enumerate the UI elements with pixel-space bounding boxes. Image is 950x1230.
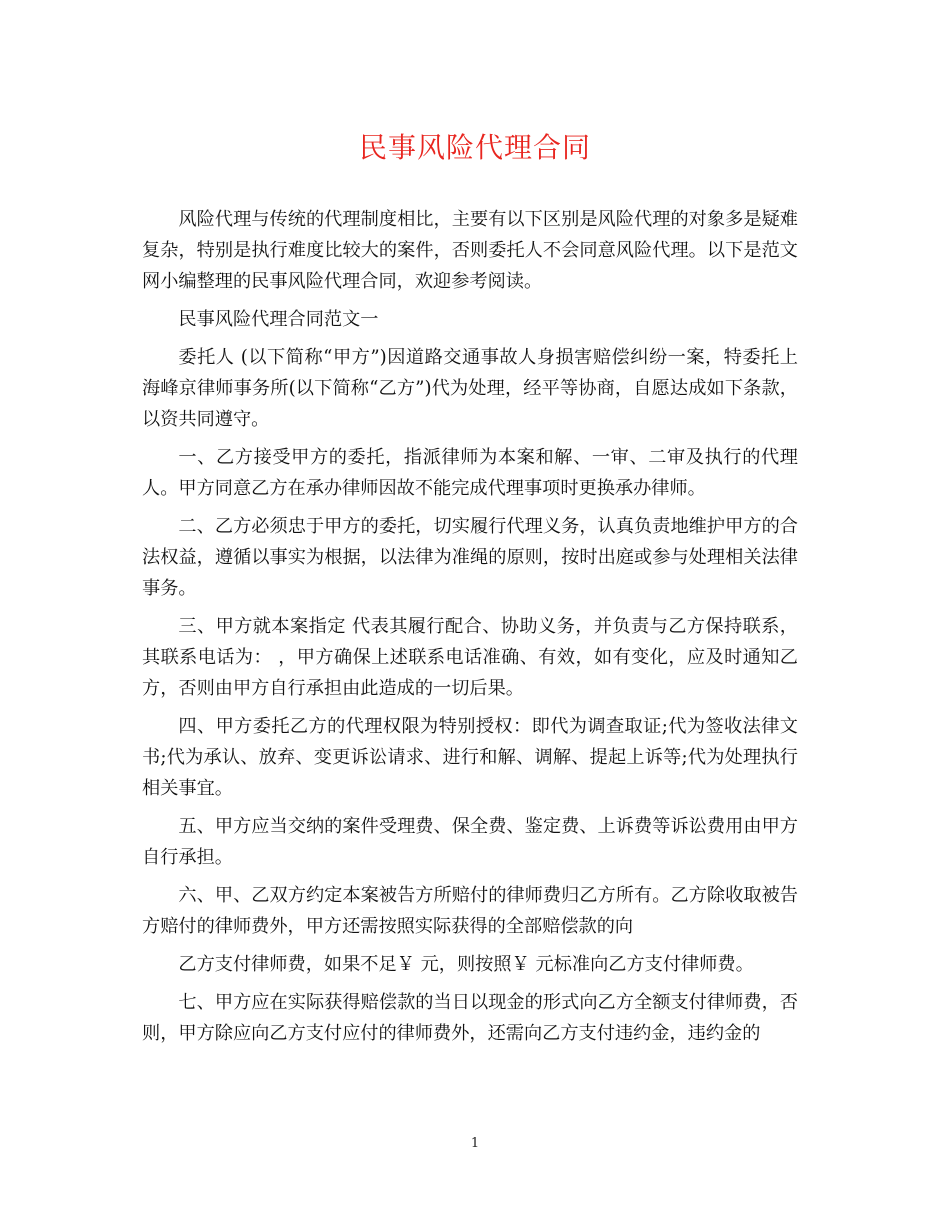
section-heading: 民事风险代理合同范文一 [178, 309, 379, 330]
clause-paragraph: 五、甲方应当交纳的案件受理费、保全费、鉴定费、上诉费等诉讼费用由甲方自行承担。 [142, 816, 798, 868]
clause-paragraph: 四、甲方委托乙方的代理权限为特别授权：即代为调查取证;代为签收法律文书;代为承认、放弃、变更诉讼请求、进行和解、调解、提起上诉等;代为处理执行相关事宜。 [142, 716, 798, 799]
intro-paragraph: 风险代理与传统的代理制度相比，主要有以下区别是风险代理的对象多是疑难复杂，特别是执行难度比较大的案件，否则委托人不会同意风险代理。以下是范文网小编整理的民事风险代理合同，欢迎参考阅读。 [142, 209, 798, 292]
document-body [142, 204, 798, 1056]
clause-paragraph: 六、甲、乙双方约定本案被告方所赔付的律师费归乙方所有。乙方除收取被告方赔付的律师费外，甲方还需按照实际获得的全部赔偿款的向 [142, 885, 798, 937]
clause-paragraph: 乙方支付律师费，如果不足￥ 元，则按照￥ 元标准向乙方支付律师费。 [178, 954, 754, 975]
page-number: 1 [470, 1136, 480, 1151]
clause-paragraph: 委托人 (以下简称“甲方”)因道路交通事故人身损害赔偿纠纷一案，特委托上海峰京律师事务所(以下简称“乙方”)代为处理，经平等协商，自愿达成如下条款，以资共同遵守。 [142, 347, 798, 430]
clause-paragraph: 七、甲方应在实际获得赔偿款的当日以现金的形式向乙方全额支付律师费，否则，甲方除应向乙方支付应付的律师费外，还需向乙方支付违约金，违约金的 [142, 992, 798, 1044]
document-title: 民事风险代理合同 [358, 131, 591, 164]
clause-paragraph: 二、乙方必须忠于甲方的委托，切实履行代理义务，认真负责地维护甲方的合法权益，遵循以事实为根据，以法律为准绳的原则，按时出庭或参与处理相关法律事务。 [142, 516, 798, 599]
clause-paragraph: 三、甲方就本案指定 代表其履行配合、协助义务，并负责与乙方保持联系，其联系电话为： ，甲方确保上述联系电话准确、有效，如有变化，应及时通知乙方，否则由甲方自行承担由此造成的一切后果。 [142, 616, 798, 699]
clause-paragraph: 一、乙方接受甲方的委托，指派律师为本案和解、一审、二审及执行的代理人。甲方同意乙方在承办律师因故不能完成代理事项时更换承办律师。 [142, 447, 798, 499]
